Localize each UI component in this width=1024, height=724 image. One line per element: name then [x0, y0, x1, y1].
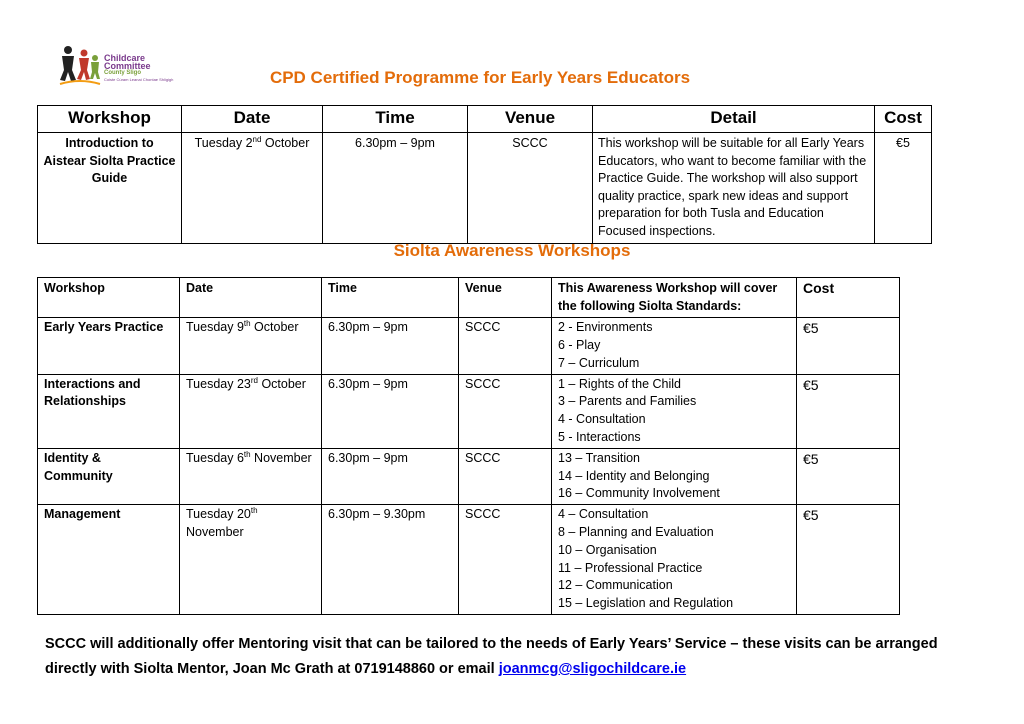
- workshop-time: 6.30pm – 9pm: [323, 133, 468, 244]
- standard-item: 8 – Planning and Evaluation: [558, 524, 714, 539]
- standard-item: 4 - Consultation: [558, 412, 646, 427]
- standard-item: 10 – Organisation: [558, 542, 657, 557]
- workshop-standards: [552, 448, 797, 504]
- standard-item: 3 – Parents and Families: [558, 394, 697, 409]
- header-workshop: Workshop: [38, 278, 180, 318]
- standard-item: 14 – Identity and Belonging: [558, 468, 710, 483]
- workshop-time: 6.30pm – 9pm: [322, 318, 459, 374]
- workshop-cost: €5: [797, 505, 900, 615]
- workshop-standards: [552, 318, 797, 374]
- workshop-venue: SCCC: [459, 318, 552, 374]
- table-row: [38, 505, 900, 615]
- workshop-name: Early Years Practice: [38, 318, 180, 374]
- standard-item: 7 – Curriculum: [558, 355, 640, 370]
- cpd-programme-table: [37, 105, 932, 244]
- workshop-time: 6.30pm – 9pm: [322, 374, 459, 448]
- table-header-row: [38, 106, 932, 133]
- mentoring-text: SCCC will additionally offer Mentoring visit that can be tailored to the needs of Early Years’ Service – these visits can be arranged directly with Siolta Mentor, Joan Mc Grath at 0719148860 or email: [45, 636, 938, 677]
- workshop-time: 6.30pm – 9pm: [322, 448, 459, 504]
- logo-line-3: County Sligo: [104, 70, 141, 76]
- header-time: Time: [322, 278, 459, 318]
- header-venue: Venue: [468, 106, 593, 133]
- workshop-date: Tuesday 9th October: [180, 318, 322, 374]
- standard-item: 12 – Communication: [558, 578, 673, 593]
- email-link[interactable]: joanmcg@sligochildcare.ie: [498, 661, 687, 677]
- workshop-cost: €5: [797, 374, 900, 448]
- workshop-cost: €5: [797, 448, 900, 504]
- workshop-standards: [552, 374, 797, 448]
- section-subtitle: Siolta Awareness Workshops: [393, 241, 631, 260]
- standard-item: 15 – Legislation and Regulation: [558, 596, 734, 611]
- standard-item: 13 – Transition: [558, 450, 640, 465]
- workshop-date: Tuesday 6th November: [180, 448, 322, 504]
- workshop-venue: SCCC: [468, 133, 593, 244]
- header-cost: Cost: [875, 106, 932, 133]
- standard-item: 5 - Interactions: [558, 429, 641, 444]
- workshop-date: Tuesday 23rd October: [180, 374, 322, 448]
- workshop-detail: This workshop will be suitable for all Early Years Educators, who want to become familiar with the Practice Guide. The workshop will also support quality practice, spark new ideas and support preparation for both Tusla and Education Focused inspections.: [593, 133, 875, 244]
- logo-line-1: Childcare: [104, 53, 146, 63]
- table-row: [38, 133, 932, 244]
- logo-line-4: Coiste Cúram Leanaí Chontae Shligigh: [104, 77, 174, 82]
- table-row: [38, 374, 900, 448]
- standard-item: 1 – Rights of the Child: [558, 376, 681, 391]
- header-date: Date: [180, 278, 322, 318]
- workshop-date: Tuesday 20th November: [180, 505, 322, 615]
- header-cost: Cost: [797, 278, 900, 318]
- standard-item: 11 – Professional Practice: [558, 560, 703, 575]
- header-time: Time: [323, 106, 468, 133]
- header-venue: Venue: [459, 278, 552, 318]
- workshop-name: Identity & Community: [38, 448, 180, 504]
- header-workshop: Workshop: [38, 106, 182, 133]
- header-detail: Detail: [593, 106, 875, 133]
- table-row: [38, 318, 900, 374]
- workshop-cost: €5: [875, 133, 932, 244]
- standard-item: 16 – Community Involvement: [558, 486, 720, 501]
- mentoring-note: [45, 632, 985, 682]
- logo-line-2: Committee: [104, 61, 151, 71]
- workshop-name: Interactions and Relationships: [38, 374, 180, 448]
- workshop-time: 6.30pm – 9.30pm: [322, 505, 459, 615]
- workshop-venue: SCCC: [459, 448, 552, 504]
- standard-item: 4 – Consultation: [558, 507, 649, 522]
- header-date: Date: [182, 106, 323, 133]
- workshop-name: Introduction to Aistear Siolta Practice Guide: [38, 133, 182, 244]
- workshop-venue: SCCC: [459, 505, 552, 615]
- standard-item: 6 - Play: [558, 337, 601, 352]
- header-standards: This Awareness Workshop will cover the following Siolta Standards:: [552, 278, 797, 318]
- standard-item: 2 - Environments: [558, 320, 653, 335]
- table-header-row: [38, 278, 900, 318]
- workshop-date: Tuesday 2nd October: [182, 133, 323, 244]
- workshop-venue: SCCC: [459, 374, 552, 448]
- workshop-standards: [552, 505, 797, 615]
- page-title: CPD Certified Programme for Early Years Educators: [269, 68, 691, 87]
- table-row: [38, 448, 900, 504]
- workshop-cost: €5: [797, 318, 900, 374]
- workshop-name: Management: [38, 505, 180, 615]
- awareness-workshops-table: [37, 277, 900, 615]
